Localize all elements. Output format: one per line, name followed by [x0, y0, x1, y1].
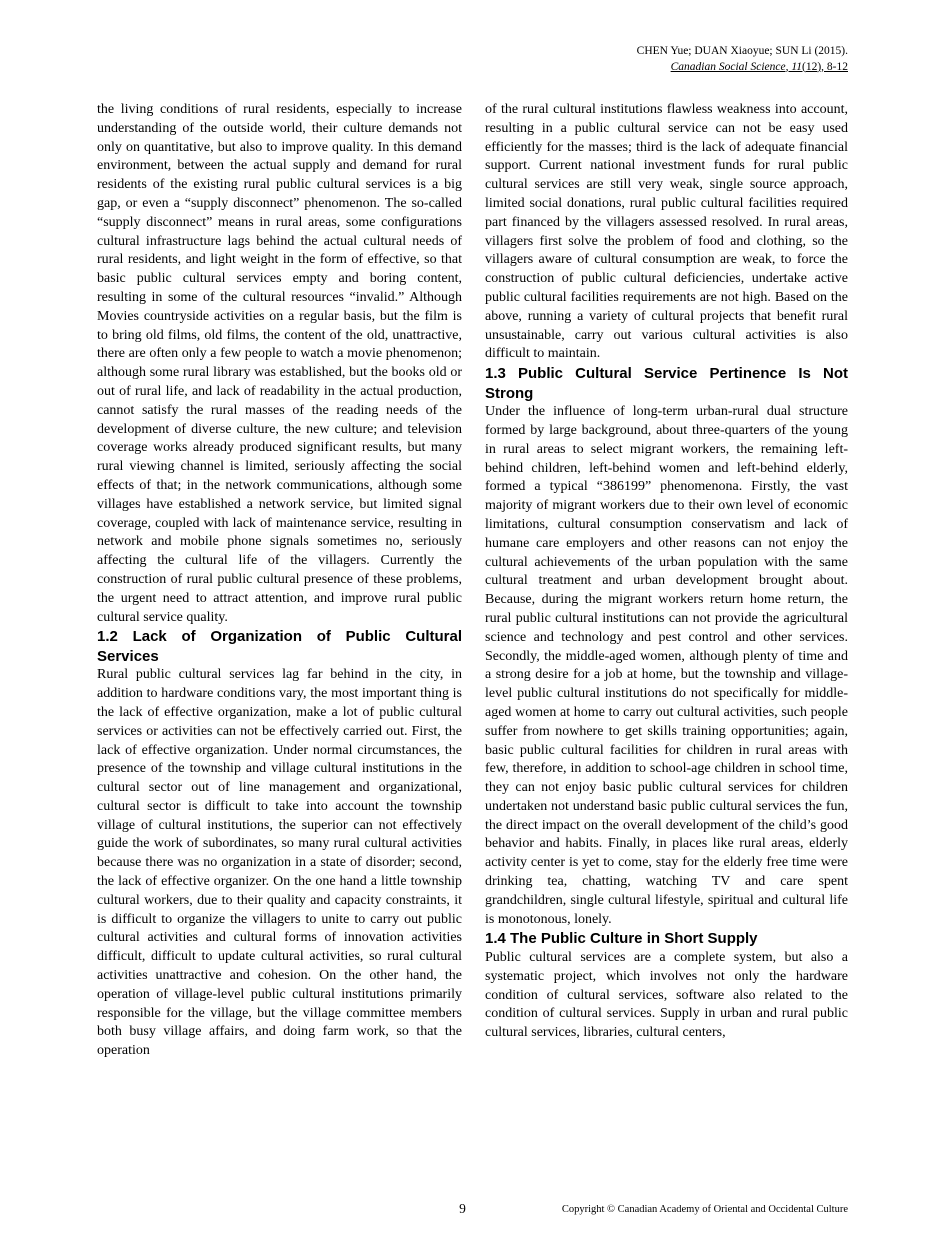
- section-heading-1-4: 1.4 The Public Culture in Short Supply: [485, 930, 758, 948]
- section-heading-1-2: 1.2 Lack of Organization of Public Cultural Services: [97, 628, 462, 665]
- paragraph: the living conditions of rural residents, especially to increase understanding of the outside world, their culture demands not only on quantitative, but also to improve quality. In this demand environment, between the actual supply and demand for rural residents of the existing rural public cultural services is a big gap, or even a “supply disconnect” phenomenon. The so-called “supply disconnect” means in rural areas, some configurations cultural infrastructure lags behind the actual cultural needs of rural residents, and light weight in the form of effective, so that basic public cultural services empty and boring content, resulting in some of the cultural resources “invalid.” Although Movies countryside activities on a regular basis, but the film is to bring old films, old films, the content of the old, unattractive, there are often only a few people to watch a movie phenomenon; although some rural library was established, but the books old or out of rural life, and lack of readability in the actual production, cannot satisfy the rural masses of the reading needs of the development of diverse culture, the new culture; and television coverage works already produced significant results, but many rural viewing channel is limited, seriously affecting the social effects of that; in the network communications, although some villages have established a network service, but limited signal coverage, coupled with lack of maintenance service, resulting in network and mobile phone signals sometimes no, seriously affecting the cultural life of the villagers. Currently the construction of rural public cultural presence of these problems, the urgent need to attract attention, and improve rural public cultural service quality.: [97, 102, 462, 625]
- page-number: 9: [459, 1201, 466, 1216]
- paragraph: Public cultural services are a complete system, but also a systematic project, which involves not only the hardware condition of cultural services, software also related to the condition of cultural services. Supply in urban and rural public cultural services, libraries, cultural centers,: [485, 949, 848, 1041]
- journal-title-volume: Canadian Social Science, 11: [670, 60, 802, 73]
- copyright-notice: Copyright © Canadian Academy of Oriental and Occidental Culture: [561, 1204, 848, 1215]
- section-heading-1-3: 1.3 Public Cultural Service Pertinence Is Not Strong: [485, 365, 848, 402]
- right-column: [485, 101, 848, 1043]
- header-journal-line: [637, 60, 848, 76]
- header-citation: [637, 44, 848, 75]
- paragraph: of the rural cultural institutions flawless weakness into account, resulting in a public cultural service can not be easy used efficiently for the masses; third is the lack of adequate financial support. Current national investment funds for rural public cultural services are still very weak, single source approach, limited social donations, rural public cultural facilities required part financed by the villagers assessed resolved. In rural areas, villagers first solve the problem of food and clothing, so the villagers aware of cultural consumption are weak, to force the construction of public cultural deficiencies, undertake active public cultural facilities requirements are not high. Based on the above, running a variety of cultural projects that benefit rural unsustainable, carry out various cultural activities is also difficult to maintain.: [485, 102, 848, 362]
- paragraph: Under the influence of long-term urban-rural dual structure formed by large background, about three-quarters of the young in rural areas to select migrant workers, the remaining left-behind children, left-behind women and left-behind elderly, formed a typical “386199” phenomenona. Firstly, the vast majority of migrant workers due to their own level of economic limitations, cultural consumption conservatism and lack of humane care employers and other reasons can not enjoy the cultural achievements of the urban population with the same cultural treatment and urban development brought about. Because, during the migrant workers return home return, the rural public cultural institutions can not provide the agricultural science and technology and pest control and other services. Secondly, the middle-aged women, although plenty of time and a strong desire for a job at home, but the township and village-level public cultural institutions do not specifically for middle-aged women at home to carry out cultural activities, such people suffer from nowhere to get skills training opportunities; again, basic public cultural facilities for children in rural areas with few, therefore, in addition to school-age children in school time, they can not enjoy basic public cultural services for children undertaken not understand basic public cultural services the fun, the direct impact on the overall development of the child’s good behavior and habits. Finally, in places like rural areas, elderly activity center is yet to come, stay for the elderly free time were drinking tea, chatting, watching TV and care spent grandchildren, single cultural lifestyle, spiritual and cultural life is monotonous, lonely.: [485, 404, 848, 927]
- paragraph: Rural public cultural services lag far behind in the city, in addition to hardware conditions vary, the most important thing is the lack of effective organization, make a lot of public cultural services or activities can not be effectively carried out. First, the lack of effective organization. Under normal circumstances, the presence of the township and village cultural institutions in the cultural sector out of line management and organizational, cultural sector is difficult to take into account the township village of cultural institutions, the superior can not effectively guide the work of subordinates, so many rural cultural activities because there was no organization in a state of disorder; second, the lack of effective organizer. On the one hand a little township cultural workers, due to their quality and capacity constraints, it is difficult to organize the villagers to unite to carry out public cultural activities and cultural forms of innovation activities difficult, difficult to update cultural activities, so rural cultural activities unattractive and cohesion. On the other hand, the operation of village-level public cultural institutions primarily responsible for the village, but the village committee members both busy village affairs, and doing farm work, so that the operation: [97, 667, 462, 1059]
- journal-issue-pages: (12), 8-12: [802, 60, 848, 73]
- left-column: [97, 101, 462, 1061]
- header-authors-line: CHEN Yue; DUAN Xiaoyue; SUN Li (2015).: [636, 45, 848, 57]
